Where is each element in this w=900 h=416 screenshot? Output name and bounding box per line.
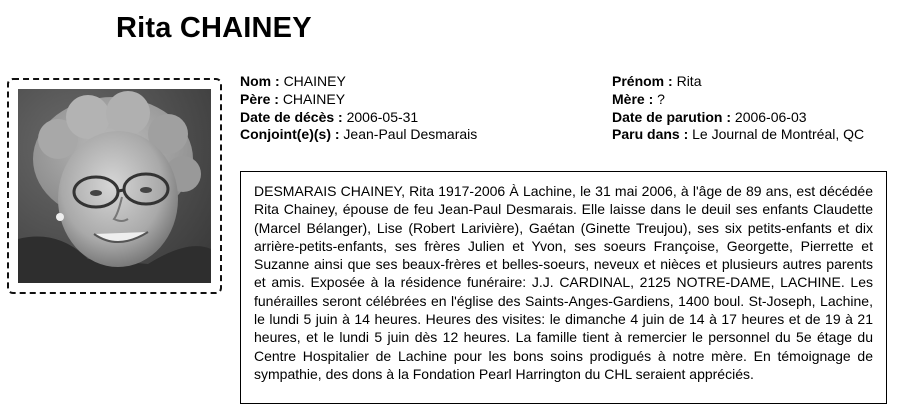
field-date-parution (612, 108, 807, 126)
field-nom-value: CHAINEY (283, 73, 346, 89)
field-pere (240, 90, 345, 108)
field-prenom (612, 72, 701, 90)
field-nom-label: Nom : (240, 73, 284, 89)
field-paru-dans (612, 125, 864, 143)
field-prenom-value: Rita (676, 73, 702, 89)
field-conjoint (240, 125, 477, 143)
field-prenom-label: Prénom : (612, 73, 677, 89)
obituary-text: DESMARAIS CHAINEY, Rita 1917-2006 À Lachine, le 31 mai 2006, à l'âge de 89 ans, est décédée Rita Chainey, épouse de feu Jean-Paul Desmarais. Elle laisse dans le deuil ses enfants Claudette (Marcel Bélanger), Lise (Robert Larivière), Gaétan (Ginette Treujou), ses six petits-enfants et dix arrière-petits-enfants, ses frères Julien et Yvon, ses soeurs Françoise, Georgette, Pierrette et Suzanne ainsi que ses beaux-frères et belles-soeurs, neveux et nièces et plusieurs autres parents et amis. Exposée à la résidence funéraire: J.J. CARDINAL, 2125 NOTRE-DAME, LACHINE. Les funérailles seront célébrées en l'église des Saints-Anges-Gardiens, 1400 boul. St-Joseph, Lachine, le lundi 5 juin à 14 heures. Heures des visites: le dimanche 4 juin de 14 à 17 heures et de 19 à 21 heures, et le lundi 5 juin dès 12 heures. La famille tient à remercier le personnel du 5e étage du Centre Hospitalier de Lachine pour les bons soins prodigués à notre mère. En témoignage de sympathie, des dons à la Fondation Pearl Harrington du CHL seraient appréciés. (240, 171, 887, 404)
photo-frame (7, 78, 222, 294)
portrait-photo (18, 89, 211, 283)
field-date-deces-value: 2006-05-31 (346, 109, 419, 125)
field-date-deces-label: Date de décès : (240, 109, 347, 125)
field-pere-value: CHAINEY (282, 91, 346, 107)
field-mere (612, 90, 665, 108)
field-conjoint-value: Jean-Paul Desmarais (343, 126, 478, 142)
field-date-parution-label: Date de parution : (612, 109, 735, 125)
field-paru-dans-label: Paru dans : (612, 126, 693, 142)
field-mere-value: ? (657, 91, 665, 107)
field-date-parution-value: 2006-06-03 (734, 109, 807, 125)
field-mere-label: Mère : (612, 91, 658, 107)
field-paru-dans-value: Le Journal de Montréal, QC (692, 126, 865, 142)
field-pere-label: Père : (240, 91, 283, 107)
page-title: Rita CHAINEY (116, 12, 312, 44)
portrait-image (18, 89, 211, 283)
field-conjoint-label: Conjoint(e)(s) : (240, 126, 344, 142)
field-nom (240, 72, 346, 90)
field-date-deces (240, 108, 418, 126)
